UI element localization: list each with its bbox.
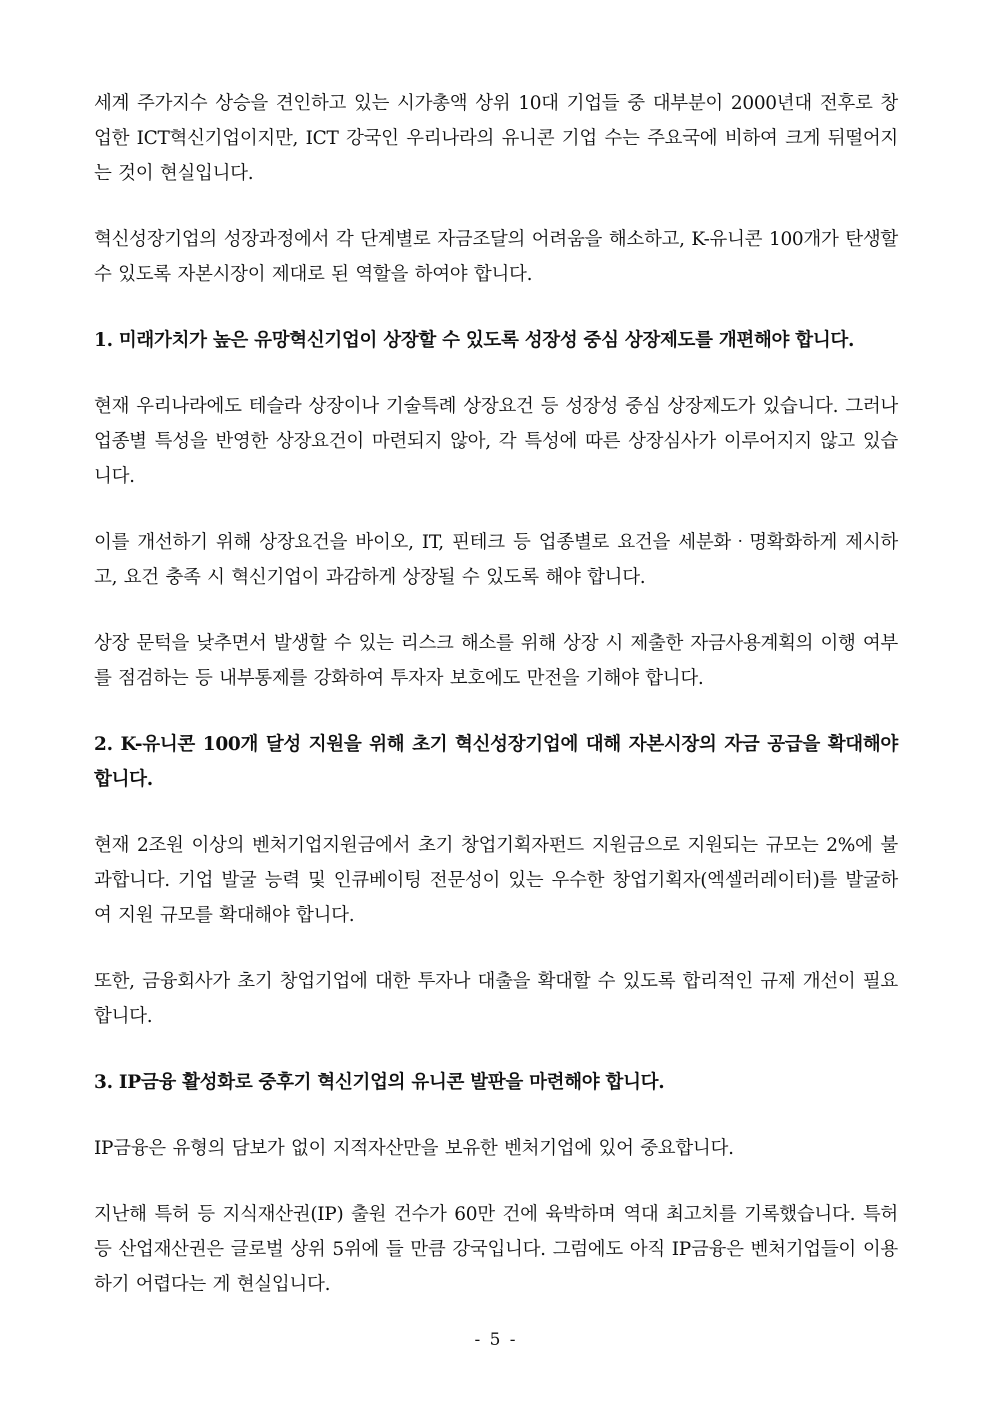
page-number: - 5 -: [474, 1330, 518, 1350]
section-heading-2: 2. K-유니콘 100개 달성 지원을 위해 초기 혁신성장기업에 대해 자본시장의 자금 공급을 확대해야 합니다.: [94, 734, 898, 790]
paragraph-listing-improve: 이를 개선하기 위해 상장요건을 바이오, IT, 핀테크 등 업종별로 요건을 세분화‧명확화하게 제시하고, 요건 충족 시 혁신기업이 과감하게 상장될 수 있도록 해야 합니다.: [94, 532, 898, 588]
paragraph-ip-finance: IP금융은 유형의 담보가 없이 지적자산만을 보유한 벤처기업에 있어 중요합니다.: [94, 1138, 734, 1159]
paragraph-listing-risk: 상장 문턱을 낮추면서 발생할 수 있는 리스크 해소를 위해 상장 시 제출한 자금사용계획의 이행 여부를 점검하는 등 내부통제를 강화하여 투자자 보호에도 만전을 기해야 합니다.: [94, 633, 898, 689]
section-heading-1: 1. 미래가치가 높은 유망혁신기업이 상장할 수 있도록 성장성 중심 상장제도를 개편해야 합니다.: [94, 330, 855, 351]
paragraph-ip-patents: 지난해 특허 등 지식재산권(IP) 출원 건수가 60만 건에 육박하며 역대 최고치를 기록했습니다. 특허 등 산업재산권은 글로벌 상위 5위에 들 만큼 강국입니다. 그럼에도 아직 IP금융은 벤처기업들이 이용하기 어렵다는 게 현실입니다.: [94, 1204, 898, 1295]
paragraph-venture-support: 현재 2조원 이상의 벤처기업지원금에서 초기 창업기획자펀드 지원금으로 지원되는 규모는 2%에 불과합니다. 기업 발굴 능력 및 인큐베이팅 전문성이 있는 우수한 창업기획자(엑셀러레이터)를 발굴하여 지원 규모를 확대해야 합니다.: [94, 835, 898, 926]
paragraph-listing-current: 현재 우리나라에도 테슬라 상장이나 기술특례 상장요건 등 성장성 중심 상장제도가 있습니다. 그러나 업종별 특성을 반영한 상장요건이 마련되지 않아, 각 특성에 따른 상장심사가 이루어지지 않고 있습니다.: [94, 396, 898, 487]
paragraph-intro: 세계 주가지수 상승을 견인하고 있는 시가총액 상위 10대 기업들 중 대부분이 2000년대 전후로 창업한 ICT혁신기업이지만, ICT 강국인 우리나라의 유니콘 기업 수는 주요국에 비하여 크게 뒤떨어지는 것이 현실입니다.: [94, 93, 898, 184]
paragraph-k-unicorn-goal: 혁신성장기업의 성장과정에서 각 단계별로 자금조달의 어려움을 해소하고, K-유니콘 100개가 탄생할 수 있도록 자본시장이 제대로 된 역할을 하여야 합니다.: [94, 229, 898, 285]
paragraph-regulation: 또한, 금융회사가 초기 창업기업에 대한 투자나 대출을 확대할 수 있도록 합리적인 규제 개선이 필요합니다.: [94, 971, 898, 1027]
section-heading-3: 3. IP금융 활성화로 중후기 혁신기업의 유니콘 발판을 마련해야 합니다.: [94, 1072, 665, 1093]
